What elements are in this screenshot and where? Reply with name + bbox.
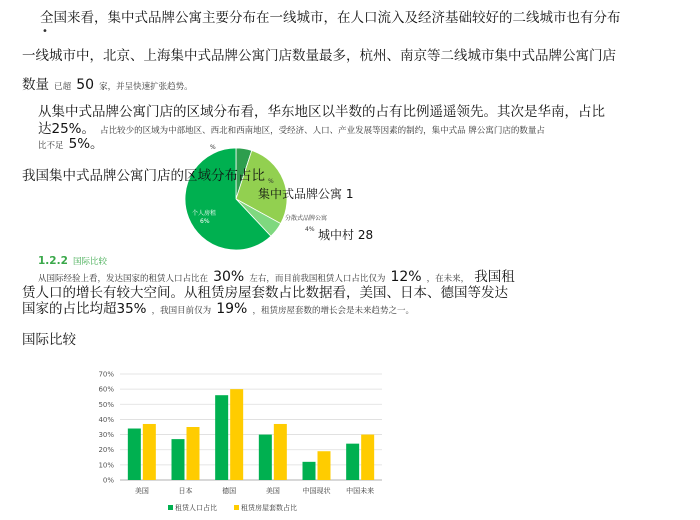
y-tick-label: 70% bbox=[98, 370, 114, 379]
p4-text-only: ，我国目前仅为 bbox=[151, 306, 212, 316]
bar bbox=[346, 444, 359, 480]
x-tick-label: 日本 bbox=[178, 487, 193, 495]
p4-text-e: ，在未来， bbox=[426, 274, 470, 284]
y-tick-label: 50% bbox=[98, 400, 114, 409]
bar-chart bbox=[80, 362, 390, 520]
y-tick-label: 60% bbox=[98, 385, 114, 394]
pie-label-personal: 个人房租 bbox=[192, 210, 217, 217]
p4-text-tail: ，租赁房屋套数的增长会是未来趋势之一。 bbox=[252, 306, 414, 316]
pie-label-scattered-value: 4% bbox=[305, 226, 315, 233]
bar bbox=[361, 435, 374, 480]
bar bbox=[318, 451, 331, 480]
pie-label-scattered: 分散式品牌公寓 bbox=[285, 215, 328, 222]
section-title: 国际比较 bbox=[73, 257, 108, 267]
p4-text-f: 我国租 bbox=[474, 269, 515, 285]
paragraph-3-line-1: 从集中式品牌公寓门店的区域分布看，华东地区以半数的占有比例遥遥领先。其次是华南，占比 bbox=[38, 104, 605, 120]
p2-text-tail: 家，并呈快速扩张趋势。 bbox=[99, 82, 193, 92]
pie-overlay-urban-village: 城中村 28 bbox=[318, 228, 374, 242]
p4-value-12: 12% bbox=[390, 269, 422, 285]
y-tick-label: 20% bbox=[98, 446, 114, 455]
legend-label: 租赁人口占比 bbox=[175, 504, 217, 512]
p4-text-c: 左右，而目前我国租赁人口占比仅为 bbox=[249, 274, 386, 284]
p2-word-quantity: 数量 bbox=[22, 77, 49, 93]
p4-value-30: 30% bbox=[213, 269, 245, 285]
section-number: 1.2.2 bbox=[38, 255, 68, 267]
x-tick-label: 德国 bbox=[222, 487, 237, 495]
x-tick-label: 中国未来 bbox=[346, 487, 375, 495]
paragraph-4-line-2: 赁人口的增长有较大空间。从租赁房屋套数占比数据看，美国、日本、德国等发达 bbox=[22, 285, 508, 301]
x-tick-label: 美国 bbox=[265, 487, 280, 495]
x-tick-label: 中国现状 bbox=[302, 487, 331, 495]
p2-number-50: 50 bbox=[76, 77, 95, 93]
bar-chart-title: 国际比较 bbox=[22, 332, 76, 348]
bar bbox=[274, 424, 287, 480]
p4-text-35: 国家的占比均超35% bbox=[22, 301, 147, 317]
paragraph-4-line-3 bbox=[22, 297, 414, 317]
paragraph-2-line-2 bbox=[22, 73, 193, 93]
bullet: • bbox=[42, 26, 48, 37]
x-tick-label: 美国 bbox=[134, 487, 149, 495]
paragraph-2-line-1: 一线城市中，北京、上海集中式品牌公寓门店数量最多，杭州、南京等二线城市集中式品牌公寓门店 bbox=[22, 48, 616, 64]
p3-text-less: 比不足 bbox=[38, 141, 64, 151]
legend-label: 租赁房屋套数占比 bbox=[241, 504, 297, 512]
bar bbox=[215, 395, 228, 480]
y-tick-label: 10% bbox=[98, 461, 114, 470]
pie-overlay-concentrated: 集中式品牌公寓 1 bbox=[258, 187, 354, 201]
bar bbox=[187, 427, 200, 480]
bar bbox=[259, 435, 272, 480]
pie-label-personal-value: 6% bbox=[200, 218, 210, 225]
bar bbox=[143, 424, 156, 480]
pie-chart-title: 我国集中式品牌公寓门店的区域分布占比 bbox=[22, 168, 265, 184]
y-tick-label: 0% bbox=[102, 476, 114, 485]
p3-text-5: 5%。 bbox=[68, 136, 104, 152]
p3-text-25: 达25%。 bbox=[38, 121, 96, 137]
y-tick-label: 30% bbox=[98, 431, 114, 440]
bar bbox=[303, 462, 316, 480]
legend-swatch bbox=[234, 505, 239, 510]
legend-swatch bbox=[168, 505, 173, 510]
paragraph-3-line-2 bbox=[38, 117, 545, 137]
bar bbox=[172, 439, 185, 480]
paragraph-1-line-1: 全国来看，集中式品牌公寓主要分布在一线城市，在人口流入及经济基础较好的二线城市也有分布 bbox=[40, 10, 621, 26]
pie-label-light-percent: % bbox=[268, 178, 274, 185]
bar bbox=[128, 429, 141, 480]
p2-text-over: 已超 bbox=[54, 82, 72, 92]
p4-value-19: 19% bbox=[216, 301, 248, 317]
bar bbox=[230, 389, 243, 480]
paragraph-3-line-3 bbox=[38, 132, 104, 152]
p4-text-a: 从国际经验上看，发达国家的租赁人口占比在 bbox=[38, 274, 209, 284]
p3-text-detail: 占比较少的区域为中部地区、西北和西南地区，受经济、人口、产业发展等因素的制约，集中式品 牌公寓门店的数量占 bbox=[100, 126, 545, 136]
y-tick-label: 40% bbox=[98, 415, 114, 424]
pie-label-top-percent: % bbox=[210, 144, 216, 151]
